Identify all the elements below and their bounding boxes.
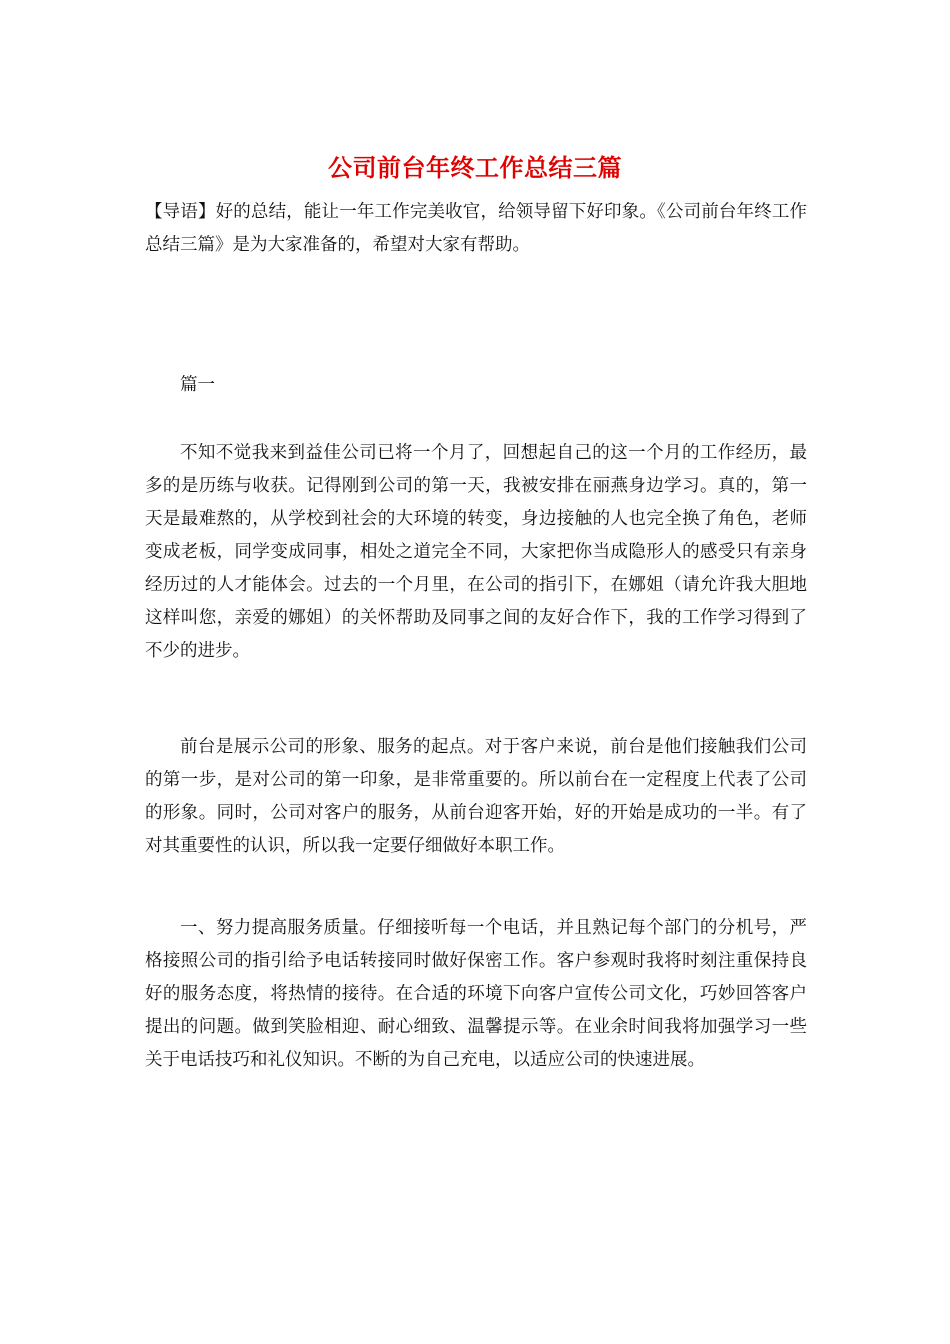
body-paragraph: 前台是展示公司的形象、服务的起点。对于客户来说，前台是他们接触我们公司的第一步，是对公司的第一印象，是非常重要的。所以前台在一定程度上代表了公司的形象。同时，公司对客户的服务，从前台迎客开始，好的开始是成功的一半。有了对其重要性的认识，所以我一定要仔细做好本职工作。 (145, 737, 807, 856)
intro-paragraph: 【导语】好的总结，能让一年工作完美收官，给领导留下好印象。《公司前台年终工作总结三篇》是为大家准备的，希望对大家有帮助。 (145, 202, 807, 255)
body-paragraph: 一、努力提高服务质量。仔细接听每一个电话，并且熟记每个部门的分机号，严格接照公司的指引给予电话转接同时做好保密工作。客户参观时我将时刻注重保持良好的服务态度，将热情的接待。在合适的环境下向客户宣传公司文化，巧妙回答客户提出的问题。做到笑脸相迎、耐心细致、温馨提示等。在业余时间我将加强学习一些关于电话技巧和礼仪知识。不断的为自己充电，以适应公司的快速进展。 (145, 918, 807, 1070)
section-heading: 篇一 (180, 375, 215, 395)
document-title: 公司前台年终工作总结三篇 (328, 153, 622, 182)
body-paragraph: 不知不觉我来到益佳公司已将一个月了，回想起自己的这一个月的工作经历，最多的是历练与收获。记得刚到公司的第一天，我被安排在丽燕身边学习。真的，第一天是最难熬的，从学校到社会的大环境的转变，身边接触的人也完全换了角色，老师变成老板，同学变成同事，相处之道完全不同，大家把你当成隐形人的感受只有亲身经历过的人才能体会。过去的一个月里，在公司的指引下，在娜姐（请允许我大胆地这样叫您，亲爱的娜姐）的关怀帮助及同事之间的友好合作下，我的工作学习得到了不少的进步。 (145, 443, 807, 661)
